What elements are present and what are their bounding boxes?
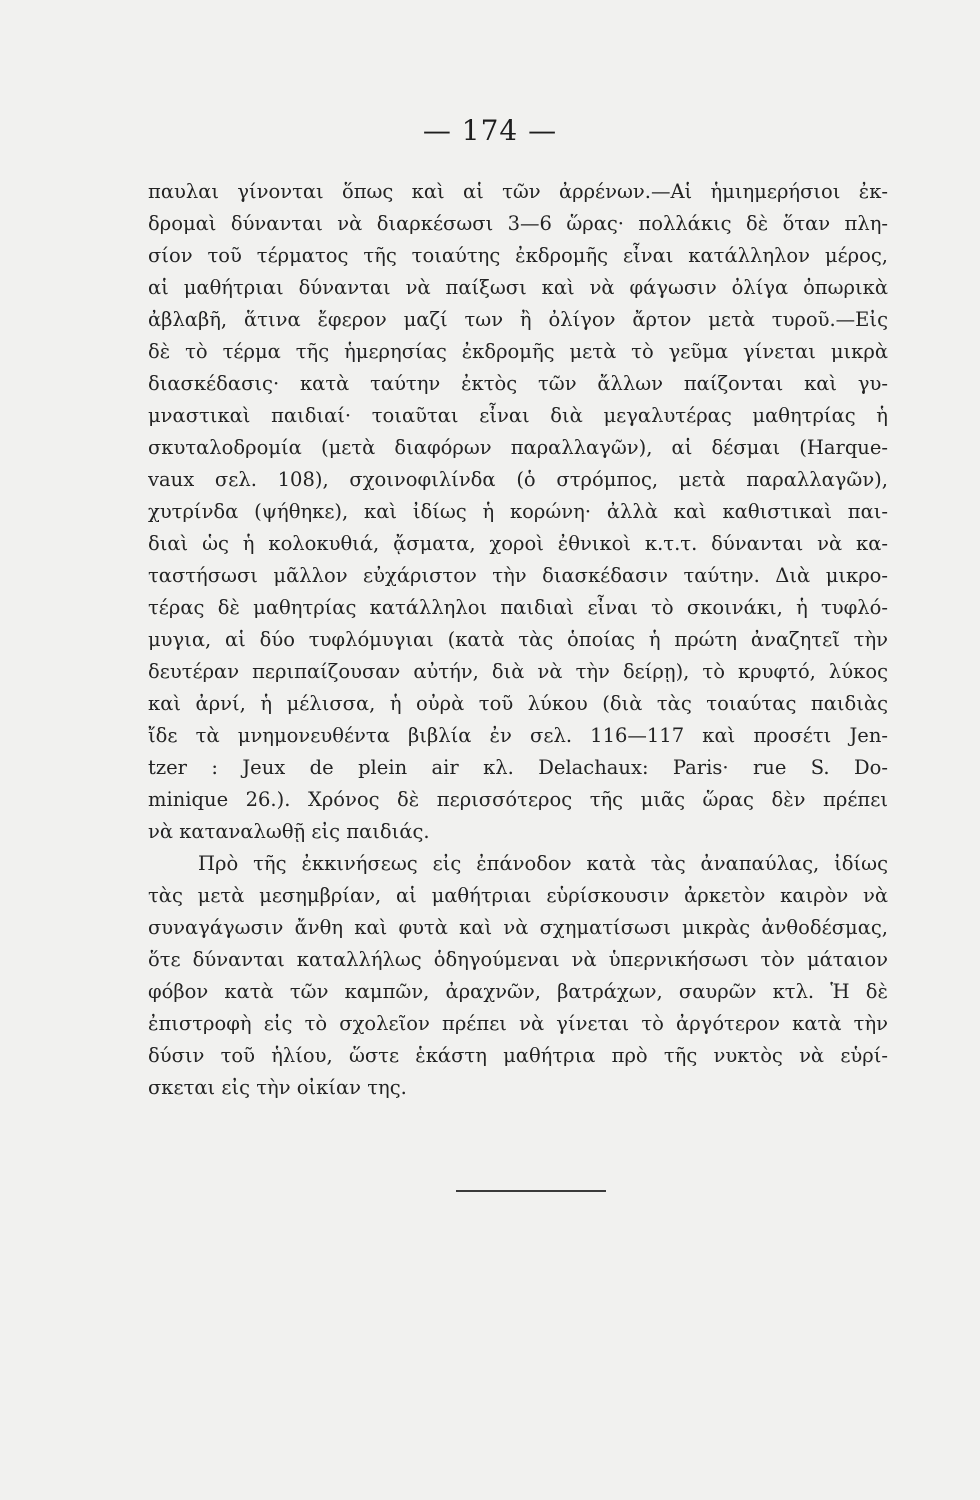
text-line: ἴδε τὰ μνημονευθέντα βιβλία ἐν σελ. 116—117 καὶ προσέτι Jen- (148, 724, 888, 747)
text-line: ἐπιστροφὴ εἰς τὸ σχολεῖον πρέπει νὰ γίνεται τὸ ἀργότερον κατὰ τὴν (148, 1012, 888, 1035)
text-line: παυλαι γίνονται ὅπως καὶ αἱ τῶν ἀρρένων.—Αἱ ἡμιημερήσιοι ἐκ- (148, 180, 888, 203)
paragraph-1 (148, 176, 888, 848)
text-line: vaux σελ. 108), σχοινοφιλίνδα (ὁ στρόμπος, μετὰ παραλλαγῶν), (148, 468, 888, 491)
text-line: αἱ μαθήτριαι δύνανται νὰ παίξωσι καὶ νὰ φάγωσιν ὀλίγα ὀπωρικὰ (148, 276, 888, 299)
text-line: Πρὸ τῆς ἐκκινήσεως εἰς ἐπάνοδον κατὰ τὰς ἀναπαύλας, ἰδίως (198, 852, 888, 875)
text-line: σίον τοῦ τέρματος τῆς τοιαύτης ἐκδρομῆς εἶναι κατάλληλον μέρος, (148, 244, 888, 267)
text-line: δρομαὶ δύνανται νὰ διαρκέσωσι 3—6 ὥρας· πολλάκις δὲ ὅταν πλη- (148, 212, 888, 235)
text-line: συναγάγωσιν ἄνθη καὶ φυτὰ καὶ νὰ σχηματίσωσι μικρὰς ἀνθοδέσμας, (148, 916, 888, 939)
text-line: minique 26.). Χρόνος δὲ περισσότερος τῆς μιᾶς ὥρας δὲν πρέπει (148, 788, 888, 811)
text-line: καὶ ἀρνί, ἡ μέλισσα, ἡ οὐρὰ τοῦ λύκου (διὰ τὰς τοιαύτας παιδιὰς (148, 692, 888, 715)
text-line: tzer : Jeux de plein air κλ. Delachaux: Paris· rue S. Do- (148, 756, 888, 779)
text-line: σκεται εἰς τὴν οἰκίαν της. (148, 1076, 407, 1099)
text-line: χυτρίνδα (ψήθηκε), καὶ ἰδίως ἡ κορώνη· ἀλλὰ καὶ καθιστικαὶ παι- (148, 500, 888, 523)
text-line: διαὶ ὡς ἡ κολοκυθιά, ᾄσματα, χοροὶ ἐθνικοὶ κ.τ.τ. δύνανται νὰ κα- (148, 532, 888, 555)
text-line: τὰς μετὰ μεσημβρίαν, αἱ μαθήτριαι εὑρίσκουσιν ἀρκετὸν καιρὸν νὰ (148, 884, 888, 907)
text-line: νὰ καταναλωθῇ εἰς παιδιάς. (148, 820, 430, 843)
text-line: φόβον κατὰ τῶν καμπῶν, ἀραχνῶν, βατράχων, σαυρῶν κτλ. Ἡ δὲ (148, 980, 888, 1003)
text-line: τέρας δὲ μαθητρίας κατάλληλοι παιδιαὶ εἶναι τὸ σκοινάκι, ἡ τυφλό- (148, 596, 888, 619)
text-line: μναστικαὶ παιδιαί· τοιαῦται εἶναι διὰ μεγαλυτέρας μαθητρίας ἡ (148, 404, 888, 427)
body-text (148, 176, 888, 1104)
text-line: διασκέδασις· κατὰ ταύτην ἐκτὸς τῶν ἄλλων παίζονται καὶ γυ- (148, 372, 888, 395)
text-line: δευτέραν περιπαίζουσαν αὐτήν, διὰ νὰ τὴν δείρῃ), τὸ κρυφτό, λύκος (148, 660, 888, 683)
text-line: ταστήσωσι μᾶλλον εὐχάριστον τὴν διασκέδασιν ταύτην. Διὰ μικρο- (148, 564, 888, 587)
section-divider (456, 1190, 606, 1192)
text-line: δύσιν τοῦ ἡλίου, ὥστε ἑκάστη μαθήτρια πρὸ τῆς νυκτὸς νὰ εὑρί- (148, 1044, 888, 1067)
text-line: ἀβλαβῆ, ἅτινα ἔφερον μαζί των ἢ ὀλίγον ἄρτον μετὰ τυροῦ.—Εἰς (148, 308, 888, 331)
text-line: σκυταλοδρομία (μετὰ διαφόρων παραλλαγῶν), αἱ δέσμαι (Harque- (148, 436, 888, 459)
paragraph-2 (148, 848, 888, 1104)
text-line: μυγια, αἱ δύο τυφλόμυγιαι (κατὰ τὰς ὁποίας ἡ πρώτη ἀναζητεῖ τὴν (148, 628, 888, 651)
text-line: ὅτε δύνανται καταλλήλως ὁδηγούμεναι νὰ ὑπερνικήσωσι τὸν μάταιον (148, 948, 888, 971)
text-line: δὲ τὸ τέρμα τῆς ἡμερησίας ἐκδρομῆς μετὰ τὸ γεῦμα γίνεται μικρὰ (148, 340, 888, 363)
page-number: — 174 — (422, 114, 558, 147)
